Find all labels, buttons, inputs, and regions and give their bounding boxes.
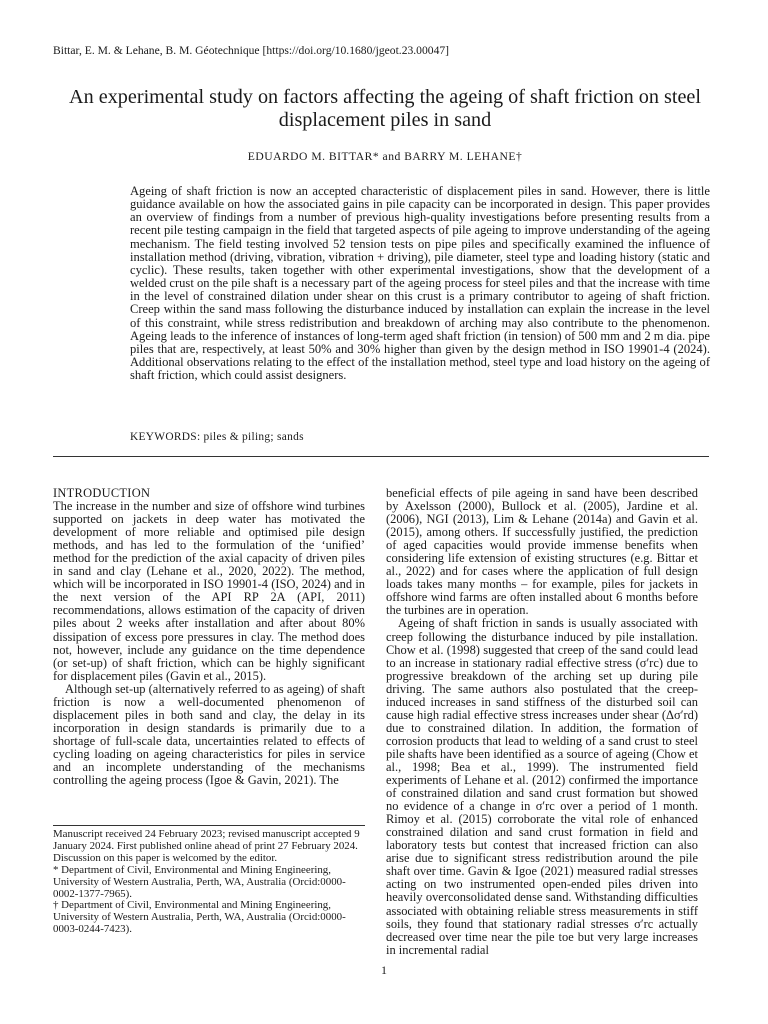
body-paragraph: beneficial effects of pile ageing in sand have been described by Axelsson (2000), Bullock et al. (2005), Jardine et al. (2006), NGI (2013), Lim & Lehane (2014a) and Gavin et al. (2015), among others. If successfully justified, the prediction of aged capacities would provide immense benefits when considering life extension of existing structures (e.g. Bittar et al., 2022) and for cases where the application of full design loads takes many months – for example, piles for jackets in offshore wind farms are often installed about 6 months before the turbines are in operation. xyxy=(386,486,698,618)
footnotes xyxy=(53,829,365,936)
footnote-divider xyxy=(53,825,365,826)
keywords: KEYWORDS: piles & piling; sands xyxy=(130,431,304,443)
section-divider xyxy=(53,456,709,457)
body-paragraph: Although set-up (alternatively referred to as ageing) of shaft friction is now a well-documented phenomenon of displacement piles in both sand and clay, the delay in its incorporation in design standards is primarily due to a shortage of full-scale data, uncertainties related to effects of cycling loading on ageing characteristics for piles in service and an incomplete understanding of the mechanisms controlling the ageing process (Igoe & Gavin, 2021). The xyxy=(53,681,365,788)
journal-citation: Bittar, E. M. & Lehane, B. M. Géotechnique [https://doi.org/10.1680/jgeot.23.00047] xyxy=(53,44,450,57)
manuscript-dates: Manuscript received 24 February 2023; revised manuscript accepted 9 January 2024. First published online ahead of print 27 February 2024. xyxy=(53,828,360,852)
abstract-text: Ageing of shaft friction is now an accepted characteristic of displacement piles in sand. However, there is little guidance available on how the associated gains in pile capacity can be incorporated in design. This paper provides an overview of findings from a number of previous high-quality investigations before presenting results from a recent pile testing campaign in the field that targeted aspects of pile ageing to improve understanding of the ageing mechanism. The field testing involved 52 tension tests on pipe piles and specifically examined the influence of installation method (driving, vibration, vibration + driving), pile diameter, steel type and loading history (static and cyclic). These results, taken together with other experimental investigations, show that the development of a welded crust on the pile shaft is a necessary part of the ageing process for steel piles and that the increase with time in the level of constrained dilation under shear on this crust is a primary contributor to ageing of shaft friction. Creep within the sand mass following the disturbance induced by installation can explain the increase in the level of this constraint, while stress redistribution and breakdown of arching may also contribute to the phenomenon. Ageing leads to the inference of instances of long-term aged shaft friction (in tension) of 500 mm and 2 m dia. pipe piles that are, respectively, at least 50% and 30% higher than given by the design method in ISO 19901-4 (2024). Additional observations relating to the effect of the installation method, steel type and load history on the ageing of shaft friction, which could assist designers. xyxy=(130,184,710,383)
body-paragraph: The increase in the number and size of offshore wind turbines supported on jackets in deep water has motivated the development of more reliable and optimised pile design methods, and has led to the formulation of the ‘unified’ method for the prediction of the axial capacity of driven piles in sand and clay (Lehane et al., 2020, 2022). The method, which will be incorporated in ISO 19901-4 (ISO, 2024) and in the next version of the API RP 2A (API, 2011) recommendations, allows estimation of the capacity of driven piles about 2 weeks after installation and after about 80% dissipation of excess pore pressures in clay. The method does not, however, include any guidance on the time dependence (or set-up) of shaft friction, which can be highly significant for displacement piles (Gavin et al., 2015). xyxy=(53,499,365,683)
author-list: EDUARDO M. BITTAR* and BARRY M. LEHANE† xyxy=(247,150,523,163)
author-affiliation: † Department of Civil, Environmental and Mining Engineering, University of Western Australia, Perth, WA, Australia (Orcid:0000-0003-0244-7423). xyxy=(53,899,346,936)
discussion-note: Discussion on this paper is welcomed by the editor. xyxy=(53,851,278,864)
paper-title: An experimental study on factors affecting the ageing of shaft friction on steel displacement piles in sand xyxy=(69,86,701,131)
author-affiliation: * Department of Civil, Environmental and Mining Engineering, University of Western Australia, Perth, WA, Australia (Orcid:0000-0002-1377-7965). xyxy=(53,863,346,900)
body-paragraph: Ageing of shaft friction in sands is usually associated with creep following the disturbance induced by pile installation. Chow et al. (1998) suggested that creep of the sand could lead to an increase in stationary radial effective stress (σ′rc) due to progressive breakdown of the arching set up during pile driving. The same authors also postulated that the creep-induced increases in sand stiffness of the disturbed soil can cause high radial effective stress increases under shear (Δσ′rd) due to constrained dilation. In addition, the formation of corrosion products that lead to welding of a sand crust to steel pile shafts have been identified as a source of ageing (Chow et al., 1998; Bea et al., 1999). The instrumented field experiments of Lehane et al. (2012) confirmed the importance of constrained dilation and sand crust formation but showed no evidence of a change in σ′rc over a period of 1 month. Rimoy et al. (2015) corroborate the vital role of enhanced constrained dilation and sand crust formation in field and laboratory tests but contest that increased friction can also arise due to significant stress redistribution around the pile shaft over time. Gavin & Igoe (2021) measured radial stresses acting on two instrumented open-ended piles driven into heavily overconsolidated dense sand. Withstanding difficulties associated with obtaining reliable stress measurements in stiff soils, they found that stationary radial stresses σ′rc actually decreased over time near the pile toe but very large increases in incremental radial xyxy=(386,616,698,957)
right-column xyxy=(386,487,698,957)
page-number: 1 xyxy=(381,963,387,977)
section-heading: INTRODUCTION xyxy=(53,486,151,500)
abstract xyxy=(130,185,710,382)
left-column xyxy=(53,487,365,787)
